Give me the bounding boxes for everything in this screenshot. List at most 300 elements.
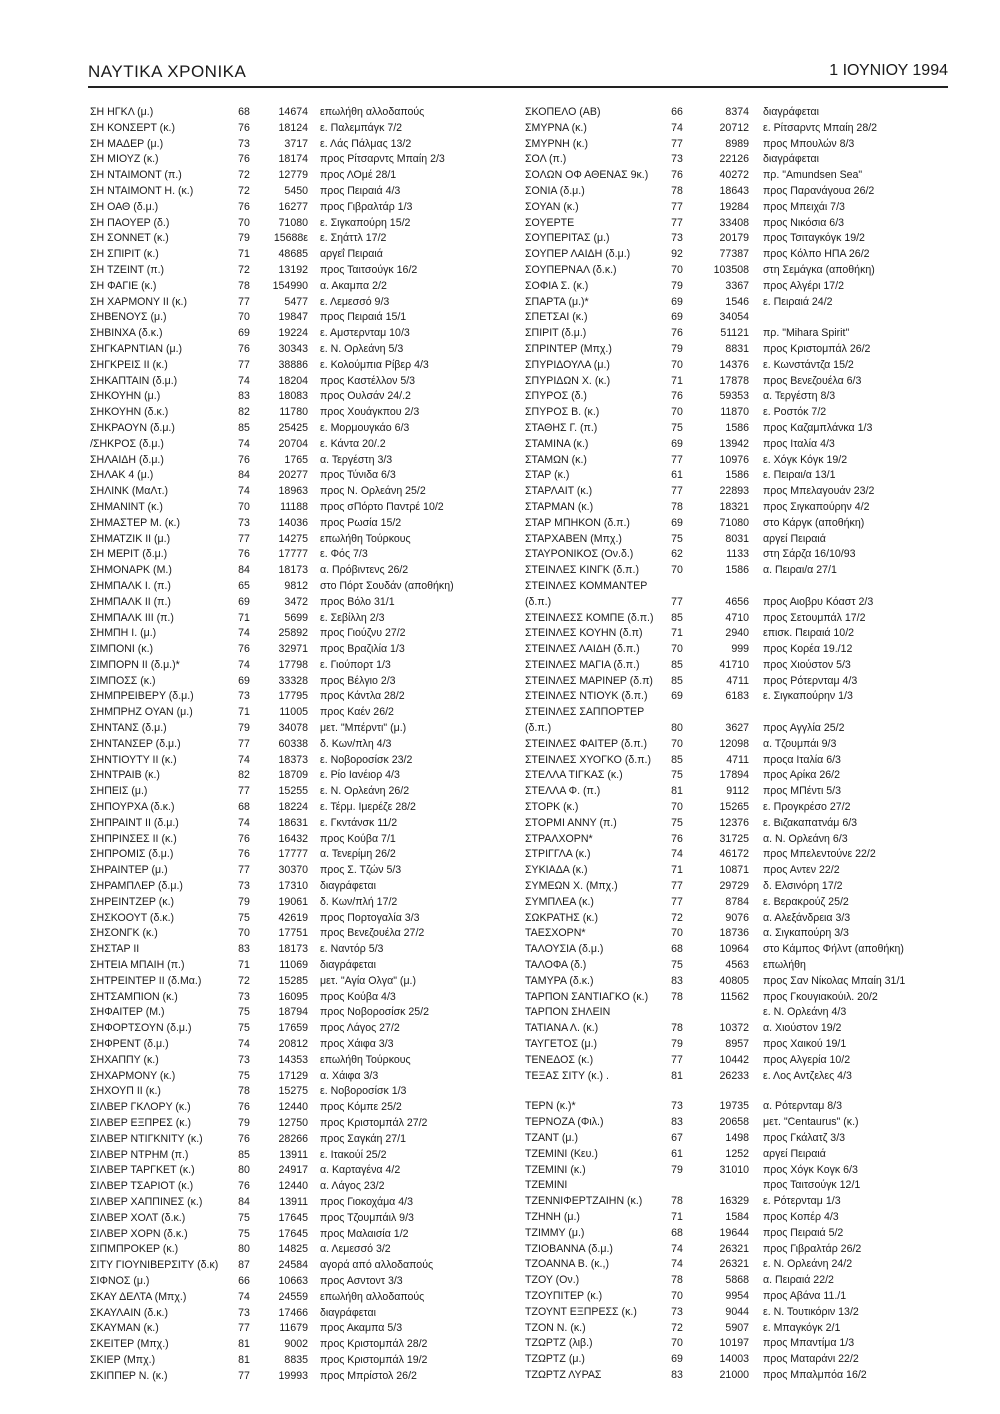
tonnage: 16432 [278, 832, 308, 845]
ship-name: ΤΑΤΙΑΝΑ Λ. (κ.) [525, 1022, 599, 1035]
build-year: 61 [671, 1147, 683, 1160]
build-year: 73 [238, 1306, 250, 1319]
status: επωλήθη Τούρκους [320, 1053, 411, 1066]
status: προς Βόλο 31/1 [320, 595, 395, 608]
ship-row [90, 705, 500, 721]
tonnage: 40272 [719, 169, 749, 182]
build-year: 74 [671, 1242, 683, 1255]
ship-row [525, 1210, 945, 1226]
status: ε. Φός 7/3 [320, 548, 368, 561]
tonnage: 25892 [278, 627, 308, 640]
ship-row [525, 579, 945, 595]
status: ε. Κωνστάντζα 15/2 [763, 358, 854, 371]
tonnage: 22893 [719, 485, 749, 498]
ship-name: ΣΗ ΤΖΕΙΝΤ (π.) [90, 263, 165, 276]
status: διαγράφεται [763, 106, 819, 118]
left-column [90, 105, 500, 1385]
status: προς Καστέλλον 5/3 [320, 374, 416, 387]
ship-name: ΣΤΕΙΝΛΕΣ ΦΑΙΤΕΡ (δ.π.) [525, 737, 647, 750]
build-year: 71 [671, 374, 683, 387]
ship-name: ΤΖΙΜΜΥ (μ.) [525, 1226, 585, 1239]
ship-row [525, 753, 945, 769]
tonnage: 4563 [725, 959, 749, 972]
ship-name: ΣΗΡΑΜΠΛΕΡ (δ.μ.) [90, 880, 183, 893]
status: ε. Σηάττλ 17/2 [320, 232, 387, 245]
status: α. Πειραιά 22/2 [763, 1274, 834, 1287]
status: προς Ν. Ορλεάνη 25/2 [320, 485, 426, 498]
build-year: 77 [238, 532, 250, 545]
ship-row [525, 1131, 945, 1147]
tonnage: 20812 [278, 1038, 308, 1051]
build-year: 81 [671, 1069, 683, 1082]
tonnage: 999 [731, 643, 749, 656]
tonnage: 10871 [719, 864, 749, 877]
tonnage: 15255 [278, 785, 308, 798]
build-year: 76 [238, 643, 250, 656]
ship-row [90, 784, 500, 800]
build-year: 74 [238, 753, 250, 766]
build-year: 76 [238, 342, 250, 355]
tonnage: 15285 [278, 974, 308, 987]
ship-row [525, 1352, 945, 1368]
ship-row [90, 1195, 500, 1211]
status: προς Αγγλία 25/2 [763, 722, 845, 735]
ship-name: ΣΗΣΤΑΡ ΙΙ [90, 943, 140, 956]
status: α. Ρότερνταμ 8/3 [763, 1100, 842, 1113]
tonnage: 3367 [725, 279, 749, 292]
ship-row [525, 1305, 945, 1321]
build-year: 85 [238, 421, 250, 434]
status: προς Αλγερία 10/2 [763, 1053, 851, 1066]
ship-name: ΣΗΜΠΑΛΚ ΙΙΙ (π.) [90, 611, 174, 624]
ship-name: ΣΠΑΡΤΑ (μ.)* [525, 295, 589, 308]
ship-row [525, 405, 945, 421]
build-year: 79 [671, 279, 683, 292]
tonnage: 30370 [278, 864, 308, 877]
ship-row [90, 911, 500, 927]
ship-row [90, 326, 500, 342]
build-year: 73 [238, 990, 250, 1003]
build-year: 76 [671, 327, 683, 340]
ship-name: ΤΑΡΠΟΝ ΣΗΛΕΙΝ [525, 1006, 611, 1019]
tonnage: 17751 [278, 927, 308, 940]
ship-row [525, 184, 945, 200]
status: προς Πειραιά 15/1 [320, 311, 407, 324]
build-year: 77 [671, 137, 683, 150]
ship-row [90, 768, 500, 784]
ship-name: ΣΗΜΑΣΤΕΡ Μ. (κ.) [90, 516, 181, 529]
build-year: 73 [238, 516, 250, 529]
build-year: 70 [671, 737, 683, 750]
tonnage: 12098 [719, 737, 749, 750]
build-year: 70 [671, 564, 683, 577]
status: μετ. "Αγία Ολγα" (μ.) [320, 974, 417, 987]
build-year: 81 [238, 1338, 250, 1351]
build-year: 67 [671, 1132, 683, 1144]
ship-name: ΣΤΕΙΝΛΕΣ ΜΑΡΙΝΕΡ (δ.π) [525, 674, 653, 687]
status: προς Ουλσάν 24/.2 [320, 390, 411, 403]
status: προς Ταιτσούγκ 12/1 [763, 1179, 861, 1192]
build-year: 74 [671, 848, 683, 861]
ship-name: ΣΙΜΠΟΣΣ (κ.) [90, 674, 156, 687]
status: προς Χιούστον 5/3 [763, 658, 851, 671]
build-year: 83 [671, 974, 683, 987]
tonnage: 17645 [278, 1227, 308, 1240]
build-year: 72 [238, 169, 250, 182]
tonnage: 14353 [278, 1053, 308, 1066]
status: αργεΐ Πειραιά [320, 248, 383, 261]
status: προς Μπελεντούνε 22/2 [763, 848, 876, 861]
status: ε. Προγκρέσο 27/2 [763, 801, 851, 814]
build-year: 76 [238, 1180, 250, 1193]
tonnage: 18173 [278, 943, 308, 956]
ship-name: ΣΗΠΟΥΡΧΑ (δ.κ.) [90, 801, 175, 814]
status: προς Κόλπο ΗΠΑ 26/2 [763, 248, 870, 261]
tonnage: 17659 [278, 1022, 308, 1035]
status: προς Τζουμπάιλ 9/3 [320, 1211, 414, 1224]
build-year: 84 [238, 469, 250, 482]
build-year: 71 [238, 706, 250, 719]
build-year: 68 [671, 1226, 683, 1239]
tonnage: 24917 [278, 1164, 308, 1177]
build-year: 82 [238, 769, 250, 782]
ship-name: ΣΤΑΘΗΣ Γ. (π.) [525, 421, 598, 434]
ship-row [525, 642, 945, 658]
status: ε. Σιγκαπούρη 15/2 [320, 216, 411, 229]
ship-name: ΤΑΕΣΧΟΡΝ* [525, 927, 586, 940]
tonnage: 60338 [278, 737, 308, 750]
ship-row [525, 1242, 945, 1258]
ship-name: ΤΖΟΥ (Ον.) [525, 1274, 580, 1287]
build-year: 70 [238, 216, 250, 229]
ship-row [525, 626, 945, 642]
build-year: 76 [238, 453, 250, 466]
tonnage: 34078 [278, 722, 308, 735]
tonnage: 18963 [278, 485, 308, 498]
tonnage: 18373 [278, 753, 308, 766]
ship-name: ΣΗΧΑΡΜΟΝΥ (κ.) [90, 1069, 176, 1082]
ship-row [90, 484, 500, 500]
ship-name: ΣΤΑΜΙΝΑ (κ.) [525, 437, 589, 450]
tonnage: 12440 [278, 1101, 308, 1114]
status: ε. Ν. Ορλεάνη 4/3 [763, 1006, 847, 1019]
ship-row [90, 942, 500, 958]
ship-row [525, 1321, 945, 1337]
status: προς Ματαράνι 22/2 [763, 1353, 859, 1366]
build-year: 70 [238, 927, 250, 940]
ship-row [90, 563, 500, 579]
ship-row [90, 800, 500, 816]
ship-row [525, 1194, 945, 1210]
ship-row [90, 263, 500, 279]
ship-row [90, 1037, 500, 1053]
build-year: 74 [238, 816, 250, 829]
build-year: 85 [671, 753, 683, 766]
tonnage: 19644 [719, 1226, 749, 1239]
ship-row [90, 1337, 500, 1353]
status: ε. Χόγκ Κόγκ 19/2 [763, 453, 848, 466]
build-year: 61 [671, 469, 683, 482]
status: προς Κάντλα 28/2 [320, 690, 405, 703]
ship-name: ΣΙΤΥ ΓΙΟΥΝΙΒΕΡΣΙΤΥ (δ.κ) [90, 1259, 219, 1272]
ship-row [90, 579, 500, 595]
status: προς Παρανάγουα 26/2 [763, 184, 875, 197]
status: προς Νοβοροσίσκ 25/2 [320, 1006, 430, 1019]
ship-row [525, 705, 945, 721]
ship-name: ΣΟΦΙΑ Σ. (κ.) [525, 279, 589, 292]
build-year: 70 [671, 1337, 683, 1350]
build-year: 76 [671, 390, 683, 403]
status: α. Καρταγένα 4/2 [320, 1164, 401, 1177]
ship-row [90, 1163, 500, 1179]
ship-row [525, 1273, 945, 1289]
tonnage: 5868 [725, 1274, 749, 1287]
build-year: 78 [238, 1085, 250, 1098]
ship-row [90, 863, 500, 879]
ship-row [90, 500, 500, 516]
ship-name: ΣΗΠΡΑΙΝΤ ΙΙ (δ.μ.) [90, 816, 179, 829]
ship-row [525, 563, 945, 579]
build-year: 74 [671, 1258, 683, 1271]
ship-row [90, 342, 500, 358]
tonnage: 30343 [278, 342, 308, 355]
ship-name: ΣΤΡΑΛΧΟΡΝ* [525, 832, 593, 845]
ship-name: ΤΖΕΜΙΝΙ (Κευ.) [525, 1147, 598, 1160]
ship-name: ΣΗΛΑΚ 4 (μ.) [90, 469, 154, 482]
ship-row [525, 121, 945, 137]
ship-row [90, 1290, 500, 1306]
status: προς Ρότερνταμ 4/3 [763, 674, 858, 687]
status: προς Γιβραλτάρ 1/3 [320, 200, 413, 213]
build-year: 83 [671, 1368, 683, 1381]
tonnage: 17645 [278, 1211, 308, 1224]
build-year: 79 [238, 232, 250, 245]
status: στο Πόρτ Σουδάν (αποθήκη) [320, 579, 454, 592]
ship-name: ΣΚΙΠΠΕΡ Ν. (κ.) [90, 1369, 168, 1382]
status: ε. Κολούμπια Ρίβερ 4/3 [320, 358, 429, 371]
ship-name: ΣΗ ΣΟΝΝΕΤ (κ.) [90, 232, 169, 245]
ship-name: ΣΤΑΡΛΑΙΤ (κ.) [525, 485, 593, 498]
tonnage: 17894 [719, 769, 749, 782]
status: προς Σαγκάη 27/1 [320, 1132, 406, 1145]
ship-name: ΣΤΑΥΡΟΝΙΚΟΣ (Ον.δ.) [525, 548, 634, 561]
tonnage: 18173 [278, 564, 308, 577]
build-year: 75 [238, 1006, 250, 1019]
build-year: 87 [238, 1259, 250, 1272]
tonnage: 12440 [278, 1180, 308, 1193]
ship-name: ΣΗ ΦΑΓΙΕ (κ.) [90, 279, 157, 292]
ship-row [90, 1211, 500, 1227]
ship-row [90, 1306, 500, 1322]
tonnage: 8784 [725, 895, 749, 908]
ship-row [90, 437, 500, 453]
build-year: 85 [671, 611, 683, 624]
status: ε. Λος Αντζελες 4/3 [763, 1069, 852, 1082]
status: επισκ. Πειραιά 10/2 [763, 627, 855, 640]
ship-row [90, 468, 500, 484]
tonnage: 17777 [278, 548, 308, 561]
ship-row [525, 279, 945, 295]
tonnage: 71080 [719, 516, 749, 529]
ship-name: ΣΟΥΠΕΡΙΤΑΣ (μ.) [525, 232, 610, 245]
status: ε. Ρότερνταμ 1/3 [763, 1195, 841, 1208]
build-year: 72 [238, 263, 250, 276]
ship-row [90, 516, 500, 532]
ship-name: ΤΖΟΥΝΤ ΕΞΠΡΕΣΣ (κ.) [525, 1305, 637, 1318]
tonnage: 12779 [278, 169, 308, 182]
build-year: 77 [671, 880, 683, 893]
tonnage: 16277 [278, 200, 308, 213]
ship-row [90, 200, 500, 216]
tonnage: 154990 [272, 279, 308, 292]
ship-name: ΤΕΡΝΟΖΑ (Φιλ.) [525, 1116, 604, 1129]
status: ε. Νοβοροσίσκ 23/2 [320, 753, 413, 766]
tonnage: 51121 [720, 327, 749, 340]
ship-row [525, 231, 945, 247]
build-year: 65 [238, 579, 250, 592]
tonnage: 31725 [719, 832, 749, 845]
ship-name: ΣΠΙΡΙΤ (δ.μ.) [525, 327, 587, 340]
ship-name: ΤΑΡΠΟΝ ΣΑΝΤΙΑΓΚΟ (κ.) [525, 990, 649, 1003]
ship-name: ΣΙΛΒΕΡ ΓΚΛΟΡΥ (κ.) [90, 1101, 191, 1114]
ship-row [525, 863, 945, 879]
ship-name: ΣΙΛΒΕΡ ΕΞΠΡΕΣ (κ.) [90, 1117, 192, 1129]
tonnage: 3717 [284, 137, 308, 150]
build-year: 75 [671, 816, 683, 829]
tonnage: 4711 [726, 753, 749, 766]
ship-row [90, 247, 500, 263]
ship-name: ΣΗ ΗΓΚΛ (μ.) [90, 106, 154, 118]
tonnage: 1765 [284, 453, 308, 466]
build-year: 73 [238, 880, 250, 893]
ship-row [525, 674, 945, 690]
tonnage: 18709 [278, 769, 308, 782]
tonnage: 10964 [719, 943, 749, 956]
tonnage: 71080 [278, 216, 308, 229]
tonnage: 103508 [713, 263, 749, 276]
ship-row [525, 1069, 945, 1085]
status: προς Σιγκαπούρην 4/2 [763, 500, 870, 513]
ship-name: ΣΗ ΝΤΑΙΜΟΝΤ (π.) [90, 169, 182, 182]
ship-name: ΣΗΝΤΡΑΙΒ (κ.) [90, 769, 160, 782]
status: α. Λεμεσσό 3/2 [320, 1243, 391, 1256]
ship-row [90, 926, 500, 942]
ship-name: ΣΠΥΡΟΣ (δ.) [525, 390, 587, 403]
ship-name: ΣΗΝΤΙΟΥΤΥ ΙΙ (κ.) [90, 753, 177, 766]
ship-row [90, 1242, 500, 1258]
ship-row [90, 832, 500, 848]
status: επωλήθη αλλοδαπούς [320, 1290, 425, 1303]
ship-name: ΣΗΝΤΑΝΣ (δ.μ.) [90, 722, 167, 735]
ship-row [90, 1227, 500, 1243]
build-year: 73 [671, 153, 683, 166]
status: προς Τύνιδα 6/3 [320, 469, 396, 482]
build-year: 75 [238, 1211, 250, 1224]
status: προς Ρωσία 15/2 [320, 516, 402, 529]
build-year: 84 [238, 1195, 250, 1208]
status: επωλήθη αλλοδαπούς [320, 106, 425, 118]
tonnage: 4710 [725, 611, 749, 624]
ship-row [90, 595, 500, 611]
ship-name: ΣΠΡΙΝΤΕΡ (Μπχ.) [525, 342, 612, 355]
ship-row [525, 263, 945, 279]
ship-row [90, 547, 500, 563]
ship-name: ΣΙΛΒΕΡ ΧΑΠΠΙΝΕΣ (κ.) [90, 1195, 203, 1208]
status: προς Πορτογαλία 3/3 [320, 911, 420, 924]
tonnage: 21000 [719, 1368, 749, 1381]
ship-row [90, 137, 500, 153]
build-year: 70 [238, 500, 250, 513]
ship-row [90, 295, 500, 311]
right-column-section-b [525, 1099, 945, 1383]
ship-name: ΤΑΜΥΡΑ (δ.κ.) [525, 974, 594, 987]
ship-name: ΣΙΛΒΕΡ ΧΟΛΤ (δ.κ.) [90, 1211, 186, 1224]
tonnage: 1498 [725, 1132, 749, 1144]
ship-name: ΣΚΕΙΤΕΡ (Μπχ.) [90, 1338, 169, 1351]
ship-row [90, 1069, 500, 1085]
tonnage: 5699 [284, 611, 308, 624]
ship-name: ΣΤΡΙΓΓΛΑ (κ.) [525, 848, 591, 861]
build-year: 80 [238, 1243, 250, 1256]
ship-row [525, 468, 945, 484]
tonnage: 17129 [278, 1069, 308, 1082]
ship-row [525, 453, 945, 469]
tonnage: 34054 [719, 311, 749, 324]
ship-row [525, 1368, 945, 1384]
build-year: 75 [238, 1022, 250, 1035]
build-year: 77 [238, 1322, 250, 1335]
tonnage: 25425 [278, 421, 308, 434]
ship-name: ΤΖΕΜΙΝΙ (κ.) [525, 1163, 586, 1176]
status: προς Αντεν 22/2 [763, 864, 840, 877]
tonnage: 18631 [278, 816, 308, 829]
ship-row [525, 911, 945, 927]
ship-row [90, 753, 500, 769]
ship-name: ΣΗΜΠΑΛΚ Ι. (π.) [90, 579, 171, 592]
build-year: 72 [671, 1321, 683, 1334]
status: προςα Ιταλία 6/3 [763, 753, 841, 766]
status: ε. Βιζακαπατνάμ 6/3 [763, 816, 858, 829]
ship-name: ΣΤΕΙΝΛΕΣ ΚΙΝΓΚ (δ.π.) [525, 564, 639, 577]
build-year: 79 [671, 1163, 683, 1176]
ship-name: ΣΤΑΡ ΜΠΗΚΟΝ (δ.π.) [525, 516, 630, 529]
ship-name: ΣΗΚΡΑΟΥΝ (δ.μ.) [90, 421, 175, 434]
build-year: 70 [238, 311, 250, 324]
build-year: 71 [238, 959, 250, 972]
status: προς Μαλαισία 1/2 [320, 1227, 409, 1240]
build-year: 83 [238, 943, 250, 956]
ship-name: ΣΚΑΥΜΑΝ (κ.) [90, 1322, 159, 1335]
build-year: 77 [238, 785, 250, 798]
status: διαγράφεται [320, 880, 376, 893]
ship-name: ΣΗΧΟΥΠ ΙΙ (κ.) [90, 1085, 161, 1098]
build-year: 71 [671, 1210, 683, 1223]
build-year: 75 [238, 1069, 250, 1082]
ship-row [90, 721, 500, 737]
status: ε. Πειραι/α 13/1 [763, 469, 836, 482]
status: δ. Κων/πλή 17/2 [320, 895, 398, 908]
status: προς Νικόσια 6/3 [763, 216, 845, 229]
tonnage: 4711 [726, 674, 749, 687]
tonnage: 18124 [278, 121, 308, 134]
build-year: 69 [671, 437, 683, 450]
ship-row [525, 1147, 945, 1163]
tonnage: 8957 [725, 1038, 749, 1051]
build-year: 92 [671, 248, 683, 261]
ship-name: ΤΖΩΡΤΖ ΛΥΡΑΣ [525, 1368, 602, 1381]
status: προς Κριστομπάλ 26/2 [763, 342, 871, 355]
tonnage: 26233 [719, 1069, 749, 1082]
